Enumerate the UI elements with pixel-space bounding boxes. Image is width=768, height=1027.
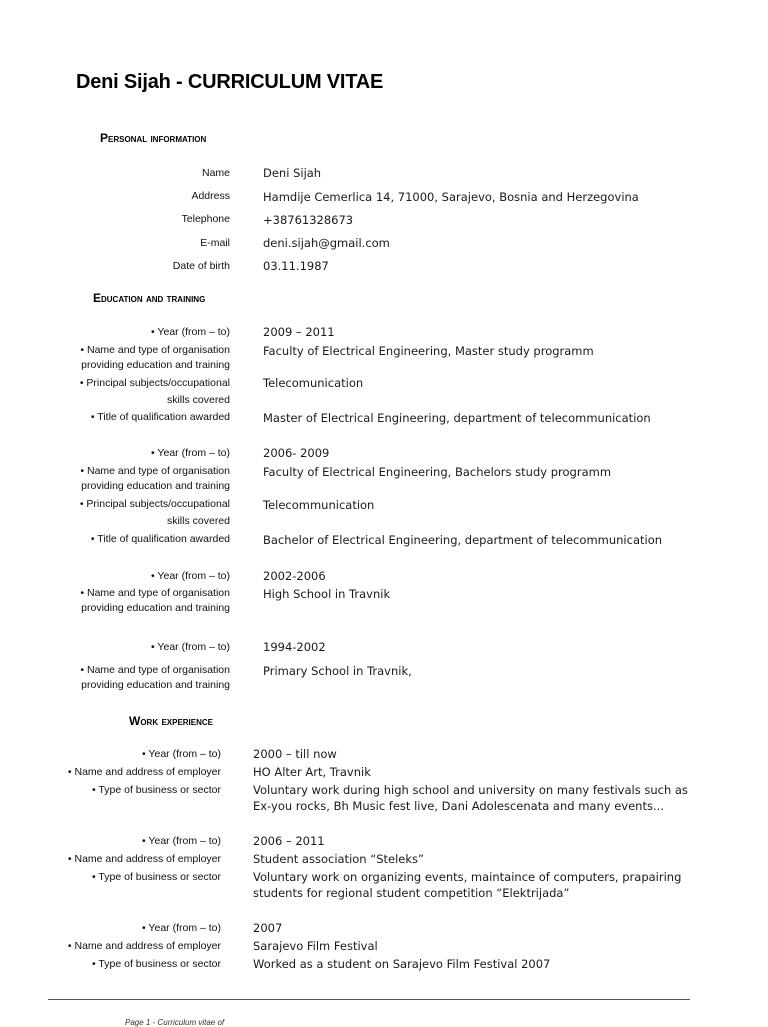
edu-title-label: • Title of qualification awarded xyxy=(90,533,230,545)
edu-org-value: Primary School in Travnik, xyxy=(263,664,412,678)
work-year-label: • Year (from – to) xyxy=(142,748,221,760)
email-label: E-mail xyxy=(200,237,230,249)
telephone-value: +38761328673 xyxy=(263,213,354,227)
page-title: Deni Sijah - CURRICULUM VITAE xyxy=(76,71,384,93)
work-year-label: • Year (from – to) xyxy=(142,922,221,934)
education-heading: Education and training xyxy=(93,291,206,305)
edu-subjects-value: Telecomunication xyxy=(263,376,364,390)
work-employer-label: • Name and address of employer xyxy=(67,766,221,778)
email-value: deni.sijah@gmail.com xyxy=(263,236,390,250)
address-value: Hamdije Cemerlica 14, 71000, Sarajevo, Bosnia and Herzegovina xyxy=(263,190,639,204)
edu-title-value: Bachelor of Electrical Engineering, department of telecommunication xyxy=(263,533,663,547)
telephone-label: Telephone xyxy=(181,213,230,225)
work-business-label: • Type of business or sector xyxy=(92,784,221,796)
name-value: Deni Sijah xyxy=(263,166,322,180)
edu-year-label: • Year (from – to) xyxy=(151,641,230,653)
work-business-label: • Type of business or sector xyxy=(92,958,221,970)
work-employer-label: • Name and address of employer xyxy=(67,940,221,952)
page-footer: Page 1 - Curriculum vitae of xyxy=(125,1018,225,1027)
edu-subjects-label-cont: skills covered xyxy=(166,394,230,406)
address-label: Address xyxy=(191,190,230,202)
edu-org-label-cont: providing education and training xyxy=(81,480,230,492)
work-employer-value: Sarajevo Film Festival xyxy=(253,939,378,953)
work-employer-value: Student association “Steleks” xyxy=(253,852,424,866)
footer-divider xyxy=(48,999,690,1000)
edu-org-value: Faculty of Electrical Engineering, Bachelors study programm xyxy=(263,465,612,479)
personal-info-heading: Personal information xyxy=(100,131,207,145)
edu-org-label: • Name and type of organisation xyxy=(80,344,230,356)
edu-year-label: • Year (from – to) xyxy=(151,570,230,582)
work-year-value: 2006 – 2011 xyxy=(253,834,325,848)
edu-org-value: High School in Travnik xyxy=(263,587,391,601)
work-employer-value: HO Alter Art, Travnik xyxy=(253,765,371,779)
edu-year-value: 1994-2002 xyxy=(263,640,326,654)
name-label: Name xyxy=(201,167,230,179)
edu-org-label: • Name and type of organisation xyxy=(80,465,230,477)
edu-subjects-value: Telecommunication xyxy=(263,498,375,512)
edu-year-label: • Year (from – to) xyxy=(151,447,230,459)
edu-org-label: • Name and type of organisation xyxy=(80,664,230,676)
edu-org-label-cont: providing education and training xyxy=(81,602,230,614)
edu-org-label-cont: providing education and training xyxy=(81,359,230,371)
edu-org-label-cont: providing education and training xyxy=(81,679,230,691)
edu-subjects-label: • Principal subjects/occupational xyxy=(79,498,230,510)
work-business-label: • Type of business or sector xyxy=(92,871,221,883)
edu-year-value: 2002-2006 xyxy=(263,569,326,583)
edu-subjects-label-cont: skills covered xyxy=(166,515,230,527)
edu-title-value: Master of Electrical Engineering, department of telecommunication xyxy=(263,411,651,425)
work-description: Worked as a student on Sarajevo Film Festival 2007 xyxy=(253,957,551,971)
edu-org-label: • Name and type of organisation xyxy=(80,587,230,599)
dob-label: Date of birth xyxy=(172,260,230,272)
work-year-label: • Year (from – to) xyxy=(142,835,221,847)
edu-org-value: Faculty of Electrical Engineering, Master study programm xyxy=(263,344,594,358)
edu-subjects-label: • Principal subjects/occupational xyxy=(79,377,230,389)
edu-year-value: 2006- 2009 xyxy=(263,446,330,460)
work-heading: Work experience xyxy=(129,714,214,728)
edu-year-value: 2009 – 2011 xyxy=(263,325,335,339)
dob-value: 03.11.1987 xyxy=(263,259,329,273)
edu-title-label: • Title of qualification awarded xyxy=(90,411,230,423)
work-description: Voluntary work on organizing events, maintaince of computers, prapairing students for regional student competition “Elektrijada” xyxy=(253,870,682,900)
work-year-value: 2007 xyxy=(253,921,283,935)
edu-year-label: • Year (from – to) xyxy=(151,326,230,338)
work-description: Voluntary work during high school and university on many festivals such as Ex-you rocks, Bh Music fest live, Dani Adolescenata and many events... xyxy=(253,783,688,813)
work-employer-label: • Name and address of employer xyxy=(67,853,221,865)
work-year-value: 2000 – till now xyxy=(253,747,337,761)
